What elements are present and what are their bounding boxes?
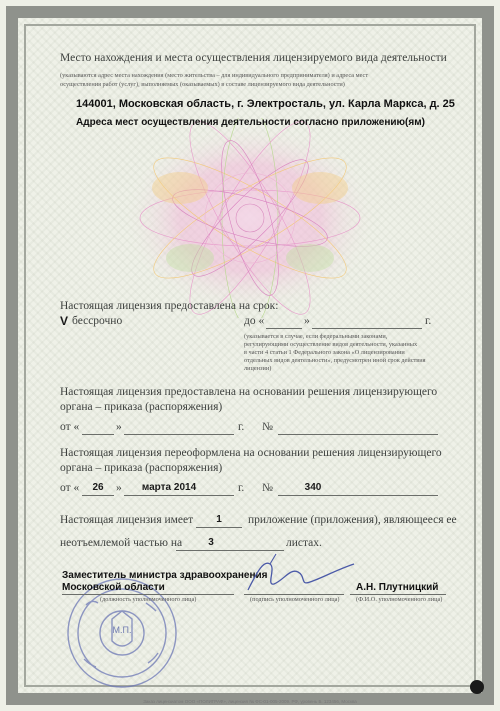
basis-year-suffix: г. bbox=[238, 421, 245, 433]
binding-hole bbox=[470, 680, 484, 694]
reissue-day-line bbox=[82, 495, 114, 496]
term-until-label: до « bbox=[244, 315, 265, 327]
reissue-from-label: от « bbox=[60, 482, 80, 494]
appendix-line-2-suffix: листах. bbox=[286, 537, 322, 549]
signatory-position-line-1: Заместитель министра здравоохранения bbox=[62, 570, 268, 581]
term-year-suffix: г. bbox=[425, 315, 432, 327]
signature-line bbox=[244, 594, 344, 595]
stamp-initials: М.П. bbox=[112, 625, 132, 635]
header-title: Место нахождения и места осуществления лицензируемого вида деятельности bbox=[60, 52, 447, 64]
reissue-day: 26 bbox=[92, 482, 104, 493]
term-note-line-4: отдельных видов деятельности», предусмотрен иной срок действия bbox=[244, 357, 426, 364]
basis-month-line bbox=[124, 434, 234, 435]
caption-name: (Ф.И.О. уполномоченного лица) bbox=[356, 596, 443, 603]
reissue-month-line bbox=[124, 495, 234, 496]
caption-position: (должность уполномоченного лица) bbox=[100, 596, 197, 603]
basis-quote-close: » bbox=[116, 421, 122, 433]
basis-number-line bbox=[278, 434, 438, 435]
basis-line-1: Настоящая лицензия предоставлена на основании решения лицензирующего bbox=[60, 386, 438, 398]
caption-signature: (подпись уполномоченного лица) bbox=[250, 596, 340, 603]
basis-line-2: органа – приказа (распоряжения) bbox=[60, 401, 223, 413]
handwritten-signature bbox=[240, 550, 360, 600]
term-note-line-5: лицензии) bbox=[244, 365, 272, 372]
reissue-quote-close: » bbox=[116, 482, 122, 494]
appendix-line-2-prefix: неотъемлемой частью на bbox=[60, 537, 183, 549]
address: 144001, Московская область, г. Электросталь, ул. Карла Маркса, д. 25 bbox=[76, 98, 455, 110]
reissue-number: 340 bbox=[304, 482, 322, 493]
header-note-line-2: осуществления работ (услуг), выполняемых (оказываемых) в составе лицензируемого вида деятельности) bbox=[60, 81, 345, 88]
header-note-line-1: (указываются адрес места нахождения (место жительства – для индивидуального предпринимателя) и адреса мест bbox=[60, 72, 369, 79]
signatory-name: А.Н. Плутницкий bbox=[356, 582, 439, 593]
reissue-number-line bbox=[278, 495, 438, 496]
term-note-line-1: (указывается в случае, если федеральными законами, bbox=[244, 333, 388, 340]
reissue-line-1: Настоящая лицензия переоформлена на основании решения лицензирующего bbox=[60, 447, 442, 459]
basis-from-label: от « bbox=[60, 421, 80, 433]
term-indefinite: бессрочно bbox=[72, 315, 123, 327]
appendix-line-1-suffix: приложение (приложения), являющееся ее bbox=[248, 514, 457, 526]
reissue-number-label: № bbox=[262, 482, 273, 494]
appendix-count-line bbox=[196, 527, 242, 528]
term-note-line-2: регулирующими осуществление видов деятельности, указанных bbox=[244, 341, 418, 348]
term-month-line bbox=[312, 328, 422, 329]
term-label: Настоящая лицензия предоставлена на срок: bbox=[60, 300, 279, 312]
print-footer: Заказ лицензиатом ООО «ПОЛИГРАФ», лицензия № ФС-01-005-2009. РФ, уровень Б. 123456, Москва bbox=[143, 699, 357, 704]
basis-day-line bbox=[82, 434, 114, 435]
reissue-year-suffix: г. bbox=[238, 482, 245, 494]
name-line bbox=[350, 594, 446, 595]
appendix-count: 1 bbox=[216, 514, 222, 525]
appendix-line-1-prefix: Настоящая лицензия имеет bbox=[60, 514, 194, 526]
basis-number-label: № bbox=[262, 421, 273, 433]
reissue-month-year: марта 2014 bbox=[141, 482, 197, 493]
term-day-line bbox=[266, 328, 302, 329]
signatory-position-line-2: Московской области bbox=[62, 582, 165, 593]
term-note-line-3: в части 4 статьи 1 Федерального закона «О лицензировании bbox=[244, 349, 405, 356]
term-quote-close: » bbox=[304, 315, 310, 327]
reissue-line-2: органа – приказа (распоряжения) bbox=[60, 462, 223, 474]
appendix-sheets: 3 bbox=[208, 537, 214, 548]
address-note: Адреса мест осуществления деятельности согласно приложению(ям) bbox=[76, 117, 425, 128]
position-line bbox=[62, 594, 234, 595]
guilloche-rosette bbox=[120, 118, 380, 318]
check-mark: V bbox=[60, 314, 69, 328]
